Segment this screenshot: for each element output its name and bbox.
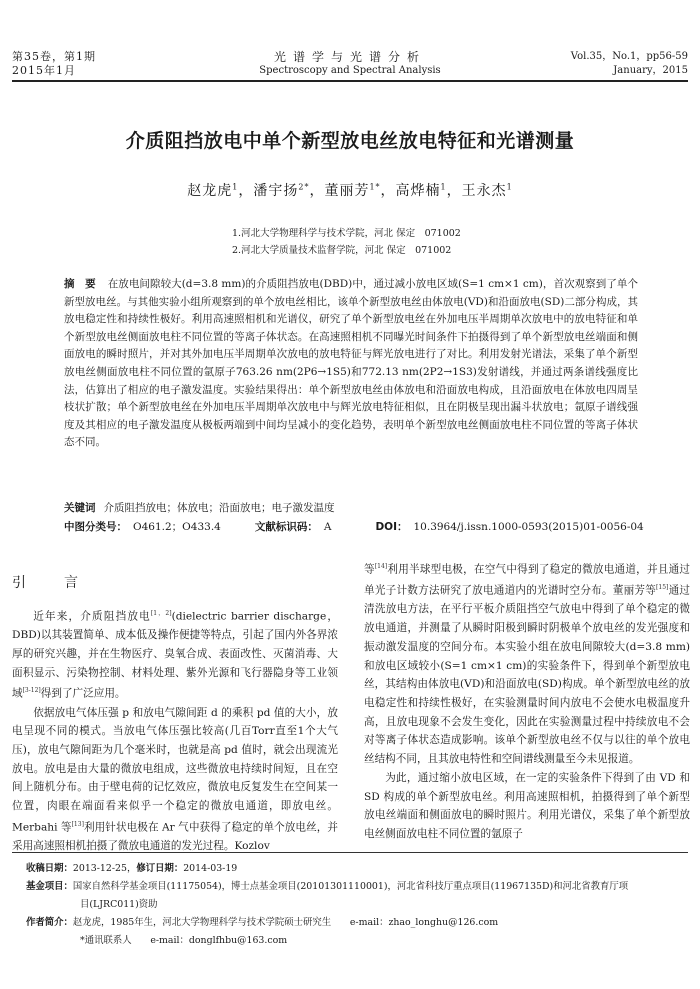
clc-label: 中图分类号： — [64, 521, 127, 533]
paper-title: 介质阻挡放电中单个新型放电丝放电特征和光谱测量 — [125, 130, 575, 152]
classification-meta — [64, 518, 644, 537]
clc-value: O461.2；O433.4 — [133, 521, 221, 533]
paragraph-text: 通过清洗放电方法，在平行平板介质阻挡空气放电中得到了单个稳定的微放电通道，并测量了从瞬时阳极到瞬时阴极单个放电丝的发光强度和振动激发温度的空间分布。本实验小组在放电间隙较大(d=3.8 mm)和放电区域较小(S=1 cm×1 cm)的实验条件下，得到单个新型放电丝，其结构由体放电(VD)和沿面放电(SD)构成。单个新型放电丝的放电稳定性和持续性极好，在实验测量时间内放电不会使水电极温度升高，且放电现象不会发生变化，因此在实验测量过程中持续放电不会对等离子体状态造成影响。该单个新型放电丝不仅与以往的单个放电丝结构不同，且其放电特性和空间谱线测量至今未见报道。 — [364, 584, 691, 766]
header-rule — [12, 80, 688, 82]
citation-mark: [14] — [374, 563, 388, 570]
paragraph-text: (dielectric barrier discharge，DBD)以其装置简单、成本低及操作便捷等特点，引起了国内外各界浓厚的研究兴趣，并在生物医疗、臭氧合成、表面改性、灭菌消毒、大面积显示、污染物控制、材料处理、紫外光源和飞行器隐身等工业领域 — [12, 610, 339, 700]
abstract — [64, 276, 638, 452]
revised-label: 修订日期： — [136, 863, 184, 874]
footnotes — [26, 860, 686, 950]
doi-value: 10.3964/j.issn.1000-0593(2015)01-0056-04 — [413, 521, 644, 533]
funding-label: 基金项目： — [26, 881, 73, 892]
funding — [26, 878, 686, 896]
affiliation-2: 2.河北大学质量技术监督学院，河北 保定 071002 — [232, 245, 452, 256]
keywords-text: 介质阻挡放电；体放电；沿面放电；电子激发温度 — [103, 502, 335, 514]
paragraph — [12, 704, 338, 856]
month-year: January，2015 — [613, 65, 688, 76]
abstract-label: 摘 要 — [64, 278, 96, 290]
citation-mark: [3-12] — [22, 687, 41, 695]
citation-mark: [15] — [656, 584, 669, 592]
footnote-rule — [12, 852, 688, 853]
author-affil-mark: 2* — [298, 182, 310, 192]
funding-continued: 目(LJRC011)资助 — [80, 899, 158, 910]
author-affil-mark: 1 — [232, 182, 239, 192]
bio-label: 作者简介： — [26, 917, 73, 928]
received-date: 2013-12-25， — [72, 863, 137, 874]
received-dates — [26, 860, 686, 878]
author: 赵龙虎 — [187, 183, 233, 199]
author-list: 赵龙虎$^1$，潘宇扬$^{2*}$，董丽芳$^{1*}$，高烨楠$^1$，王永杰$^1$ — [187, 182, 513, 199]
corresponding-author: *通讯联系人 e-mail：donglfhbu@163.com — [80, 935, 288, 946]
paragraph-text: 近年来，介质阻挡放电 — [33, 610, 151, 623]
author-affil-mark: 1* — [369, 182, 381, 192]
paragraph-text: 得到了广泛应用。 — [40, 687, 126, 700]
paragraph-text: 利用针状电极在 Ar 气中获得了稳定的单个放电丝，并采用高速照相机拍摄了微放电通道的发光过程。Kozlov — [12, 821, 339, 853]
revised-date: 2014-03-19 — [183, 863, 238, 874]
received-label: 收稿日期： — [26, 863, 73, 874]
abstract-text: 在放电间隙较大(d=3.8 mm)的介质阻挡放电(DBD)中，通过减小放电区域(S=1 cm×1 cm)，首次观察到了单个新型放电丝。与其他实验小组所观察到的单个放电丝相比，该单个新型放电丝由体放电(VD)和沿面放电(SD)二部分构成，其放电稳定性和持续性极好。利用高速照相机和光谱仪，研究了单个新型放电丝在外加电压半周期单次放电中的放电特征和单个新型放电丝侧面放电柱不同位置的等离子体状态。在高速照相机不同曝光时间条件下拍摄得到了单个新型放电丝端面和侧面放电的瞬时照片，并对其外加电压半周期单次放电的放电特征与辉光放电进行了对比。利用发射光谱法，采集了单个新型放电丝侧面放电柱不同位置的氩原子763.26 nm(2P6→1S5)和772.13 nm(2P2→1S3)发射谱线，并通过两条谱线强度比法，估算出了相应的电子激发温度。实验结果得出：单个新型放电丝由体放电和沿面放电构成，且沿面放电在体放电四周呈枝状扩散；单个新型放电丝在外加电压半周期单次放电中与辉光放电特征相似，且在阴极呈现出漏斗状放电；氩原子谱线强度及其相应的电子激发温度从极板两端到中间均呈减小的变化趋势，表明单个新型放电丝侧面放电柱不同位置的等离子体状态不同。 — [64, 278, 638, 449]
vol-no-pages: Vol.35，No.1，pp56-59 — [570, 51, 688, 62]
journal-page-info — [571, 50, 688, 78]
paragraph — [12, 605, 338, 704]
affiliation-1: 1.河北大学物理科学与技术学院，河北 保定 071002 — [232, 228, 461, 239]
author-affil-mark: 1 — [506, 182, 513, 192]
bio-text: 赵龙虎，1985年生，河北大学物理科学与技术学院硕士研究生 e-mail：zhao_longhu@126.com — [72, 917, 499, 928]
paragraph — [364, 558, 690, 769]
paragraph-text: 为此，通过缩小放电区域，在一定的实验条件下得到了由 VD 和 SD 构成的单个新型放电丝。利用高速照相机，拍摄得到了单个新型放电丝端面和侧面放电的瞬时照片。利用光谱仪，采集了单个新型放电丝侧面放电柱不同位置的氩原子 — [364, 771, 690, 840]
author: 王永杰 — [461, 183, 507, 199]
paragraph-text: 依据放电气体压强 p 和放电气隙间距 d 的乘积 pd 值的大小，放电呈现不同的模式。当放电气体压强比较高(几百Torr直至1个大气压)，放电气隙间距为几个毫米时，也就是高 pd 值时，就会出现流光放电。放电是由大量的微放电组成，这些微放电持续时间短，且在空间上随机分布。由于壁电荷的记忆效应，微放电反复发生在空间某一位置，肉眼在端面看来似乎一个稳定的微放电通道，即放电丝。Merbahi 等 — [12, 706, 338, 834]
doc-code-value: A — [323, 521, 332, 533]
journal-name-en: Spectroscopy and Spectral Analysis — [259, 65, 441, 76]
citation-mark: [1，2] — [150, 610, 172, 617]
volume-issue: 第35卷，第1期 — [12, 50, 96, 63]
author-affil-mark: 1 — [440, 182, 447, 192]
paragraph-text: 等 — [364, 563, 375, 576]
doi-label: DOI： — [375, 521, 408, 533]
body-column-left — [12, 605, 338, 856]
doc-code-label: 文献标识码： — [254, 521, 318, 533]
affiliations — [232, 225, 461, 259]
publication-date: 2015年1月 — [12, 64, 76, 77]
body-column-right — [364, 558, 690, 844]
author: 董丽芳 — [324, 183, 370, 199]
funding-text: 国家自然科学基金项目(11175054)，博士点基金项目(20101301110001)，河北省科技厅重点项目(11967135D)和河北省教育厅项 — [72, 881, 629, 892]
author-bio — [26, 914, 686, 932]
paragraph — [364, 769, 690, 844]
author: 高烨楠 — [395, 183, 441, 199]
section-heading-introduction: 引 言 — [12, 575, 90, 591]
journal-name-zh: 光谱学与光谱分析 — [273, 50, 426, 64]
keywords-label: 关键词 — [64, 502, 96, 514]
keywords — [64, 499, 638, 518]
citation-mark: [13] — [71, 820, 84, 828]
author: 潘宇扬 — [253, 183, 299, 199]
paragraph-text: 利用半球型电极，在空气中得到了稳定的微放电通道，并且通过单光子计数方法研究了放电通道内的光谱时空分布。董丽芳等 — [364, 563, 691, 597]
